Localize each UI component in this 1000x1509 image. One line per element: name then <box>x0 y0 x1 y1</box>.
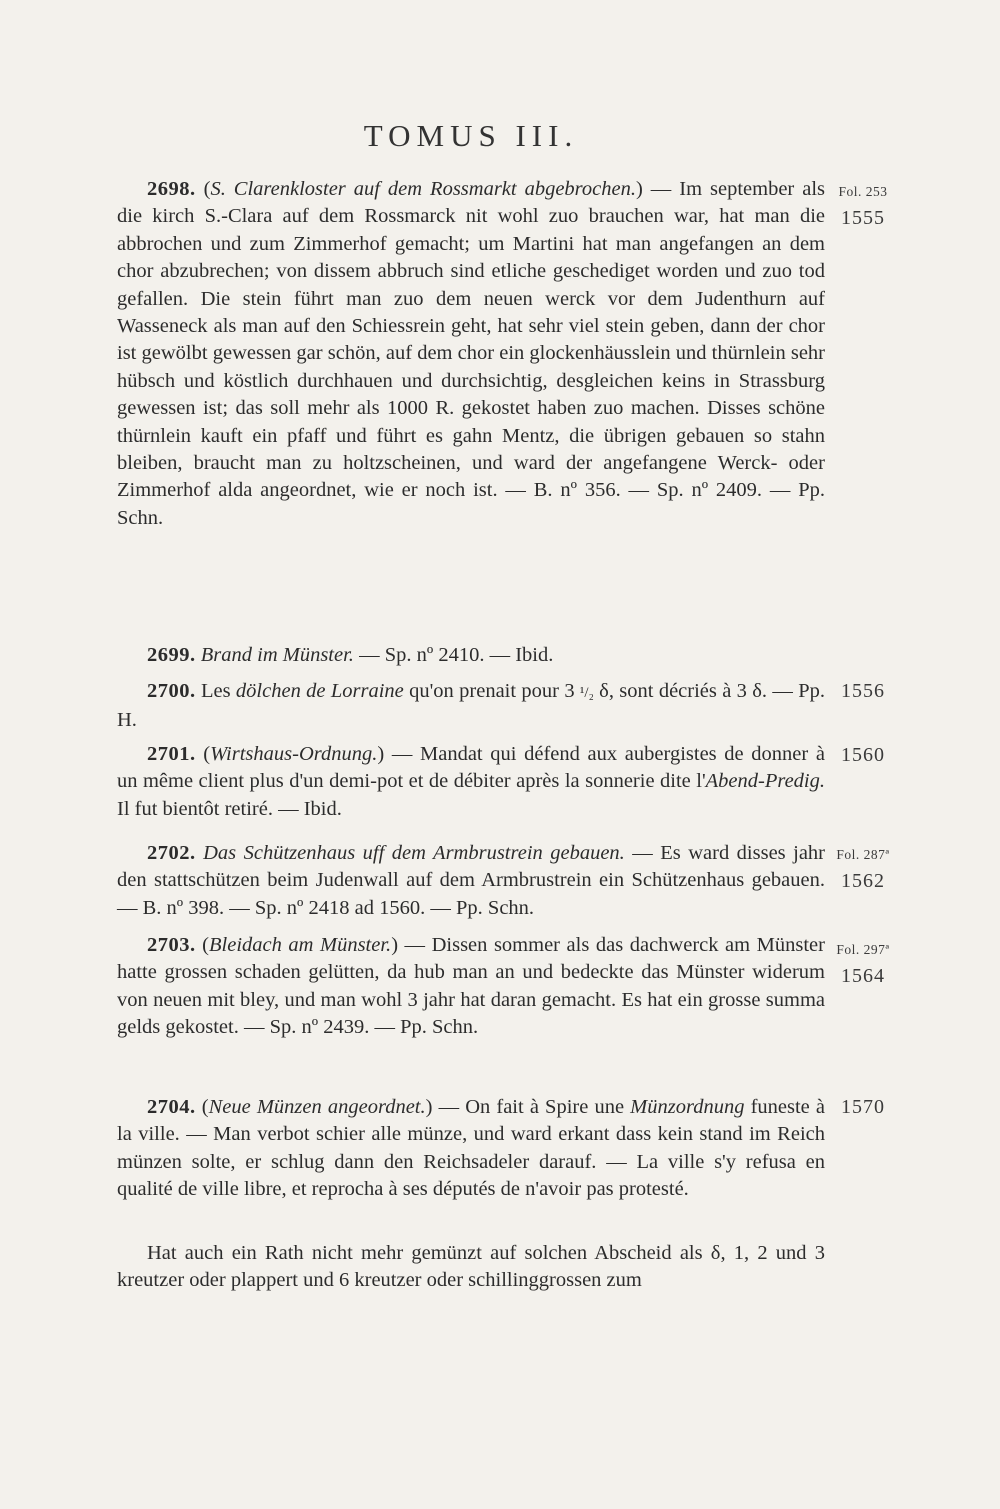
entry-pre: ( <box>195 934 209 956</box>
entry-number: 2703. <box>147 934 196 956</box>
entry-number: 2701. <box>147 743 196 765</box>
margin-folio-297a: Fol. 297ª <box>836 942 890 957</box>
entry-body: ) — Dissen sommer als das dachwerck am Münster hatte grossen schaden gelütten, da hub man an und bedeckte das Münster widerum von neuen mit bley, und man wohl 3 jahr hat daran gemacht. Es hat ein grosse summa gelds gekostet. — Sp. nº 2439. — Pp. Schn. <box>117 934 825 1039</box>
margin-year-1564: 1564 <box>841 965 885 987</box>
entry-body: ) — Im september als die kirch S.-Clara auf dem Rossmarck nit wohl zuo brauchen war, hat man die abbrochen und zum Zimmerhof gemacht; um Martini hat man angefangen an dem chor abzubrechen; von dissem abbruch sind etliche geschediget worden und zuo tod gefallen. Die stein führt man zuo dem neuen werck vor dem Judenthurn auf Wasseneck als man auf den Schiessrein geht, hat sehr viel stein geben, dann der chor ist gewölbt gewessen gar schön, auf dem chor ein glockenhäusslein und thürnlein sehr hübsch und köstlich durchhauen und durchsichtig, desgleichen keins in Strassburg gewessen ist; das soll mehr als 1000 R. gekostet haben zuo machen. Disses schöne thürnlein kauft ein pfaff und führt es gahn Mentz, die übrigen gebauen so stahn bleiben, braucht man zu holtzscheinen, und ward der angefangene Werck- oder Zimmerhof alda angeordnet, wie er noch ist. — B. nº 356. — Sp. nº 2409. — Pp. Schn. <box>117 178 825 529</box>
entry-heading: Das Schützenhaus uff dem Armbrustrein gebauen. <box>203 842 625 864</box>
entry-body: funeste à la ville. — Man verbot schier alle münze, und ward erkant dass kein stand im Reich münzen solte, er schlug dann den Reichsadeler darauf. — La ville s'y refusa en qualité de ville libre, et reprocha à ses députés de n'avoir pas protesté. <box>117 1096 826 1201</box>
entry-number: 2704. <box>147 1096 196 1118</box>
entry-body: Il fut bientôt retiré. — Ibid. <box>117 797 342 820</box>
entry-2698 <box>117 176 825 532</box>
entry-mid: ) — Mandat qui défend aux aubergistes de donner à un même client plus d'un demi-pot et de débiter après la sonnerie dite l' <box>117 743 825 793</box>
entry-heading: Wirtshaus-Ordnung. <box>210 743 378 765</box>
entry-number: 2698. <box>147 178 196 200</box>
entry-number: 2699. <box>147 644 196 666</box>
entry-2702 <box>117 840 825 922</box>
margin-year-1560: 1560 <box>841 744 885 766</box>
entry-mid: ) — On fait à Spire une <box>425 1096 631 1118</box>
entry-pre: ( <box>203 178 211 200</box>
entry-body: — Sp. nº 2410. — Ibid. <box>353 644 554 666</box>
entry-pre: Les <box>195 680 236 702</box>
entry-2700 <box>117 678 825 735</box>
entry-heading-secondary: Münzordnung <box>630 1096 745 1118</box>
margin-year-1556: 1556 <box>841 680 885 702</box>
entry-number: 2702. <box>147 842 196 864</box>
margin-folio-287a: Fol. 287ª <box>836 847 890 862</box>
entry-heading: S. Clarenkloster auf dem Rossmarkt abgebrochen. <box>210 178 636 200</box>
margin-year-1562: 1562 <box>841 870 885 892</box>
entry-2701 <box>117 741 825 823</box>
entry-heading: Brand im Münster. <box>200 644 354 666</box>
page-title: TOMUS III. <box>363 118 579 153</box>
fraction: ¹/₂ <box>579 685 594 701</box>
entry-body: — Es ward disses jahr den stattschützen beim Judenwall auf dem Armbrustrein ein Schützenhaus gebauen. — B. nº 398. — Sp. nº 2418 ad 1560. — Pp. Schn. <box>117 842 825 919</box>
entry-pre: ( <box>195 1096 209 1118</box>
paragraph-text: Hat auch ein Rath nicht mehr gemünzt auf solchen Abscheid als δ, 1, 2 und 3 kreutzer oder plappert und 6 kreutzer oder schillinggrossen zum <box>117 1242 825 1292</box>
entry-body: δ, sont décriés à 3 δ. — Pp. H. <box>117 680 825 732</box>
margin-year-1555: 1555 <box>841 207 885 229</box>
entry-2699 <box>117 642 825 669</box>
entry-number: 2700. <box>147 680 196 702</box>
margin-year-1570: 1570 <box>841 1096 885 1118</box>
entry-heading: Bleidach am Münster. <box>209 934 392 956</box>
entry-heading-secondary: Abend-Predig. <box>705 770 825 793</box>
entry-mid: qu'on prenait pour 3 <box>403 680 580 702</box>
entry-heading: Neue Münzen angeordnet. <box>208 1096 426 1118</box>
entry-pre: ( <box>195 743 211 765</box>
entry-2703 <box>117 932 825 1042</box>
margin-folio-253: Fol. 253 <box>838 184 888 199</box>
entry-heading: dölchen de Lorraine <box>235 680 404 702</box>
entry-2704 <box>117 1094 825 1204</box>
paragraph-continuation <box>117 1240 825 1295</box>
